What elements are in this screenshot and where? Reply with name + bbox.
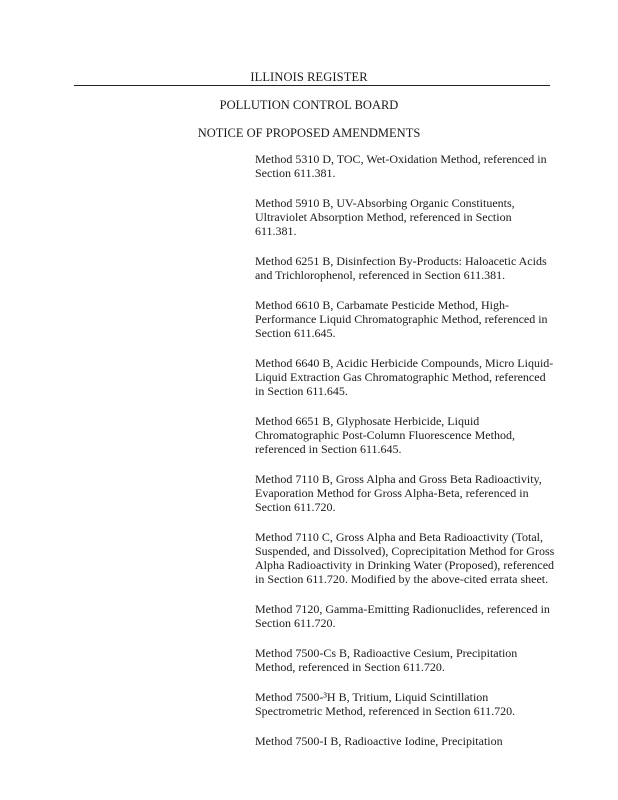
method-entry: Method 7500-I B, Radioactive Iodine, Precipitation bbox=[255, 734, 503, 748]
method-entry: Method 5910 B, UV-Absorbing Organic Constituents, Ultraviolet Absorption Method, referenced in Section 611.381. bbox=[255, 196, 515, 238]
header-rule bbox=[74, 85, 550, 86]
method-entry: Method 5310 D, TOC, Wet-Oxidation Method, referenced in Section 611.381. bbox=[255, 152, 547, 180]
method-entry: Method 6251 B, Disinfection By-Products: Haloacetic Acids and Trichlorophenol, referenced in Section 611.381. bbox=[255, 254, 547, 282]
register-title: ILLINOIS REGISTER bbox=[250, 70, 368, 84]
method-entry: Method 7500-Cs B, Radioactive Cesium, Precipitation Method, referenced in Section 611.720. bbox=[255, 646, 518, 674]
method-entry: Method 6651 B, Glyphosate Herbicide, Liquid Chromatographic Post-Column Fluorescence Method, referenced in Section 611.645. bbox=[255, 414, 515, 456]
method-entry: Method 6610 B, Carbamate Pesticide Method, High-Performance Liquid Chromatographic Method, referenced in Section 611.645. bbox=[255, 298, 548, 340]
method-entry: Method 7120, Gamma-Emitting Radionuclides, referenced in Section 611.720. bbox=[255, 602, 550, 630]
method-list bbox=[255, 152, 555, 764]
board-title: POLLUTION CONTROL BOARD bbox=[219, 98, 399, 112]
method-entry: Method 6640 B, Acidic Herbicide Compounds, Micro Liquid-Liquid Extraction Gas Chromatographic Method, referenced in Section 611.645. bbox=[255, 356, 554, 398]
method-entry: Method 7110 B, Gross Alpha and Gross Beta Radioactivity, Evaporation Method for Gross Alpha-Beta, referenced in Section 611.720. bbox=[255, 472, 542, 514]
notice-title: NOTICE OF PROPOSED AMENDMENTS bbox=[197, 126, 421, 140]
method-entry: Method 7500-³H B, Tritium, Liquid Scintillation Spectrometric Method, referenced in Section 611.720. bbox=[255, 690, 516, 718]
method-entry: Method 7110 C, Gross Alpha and Beta Radioactivity (Total, Suspended, and Dissolved), Coprecipitation Method for Gross Alpha Radioactivity in Drinking Water (Proposed), referenced in Section 611.720. Modified by the above-cited errata sheet. bbox=[255, 530, 555, 586]
